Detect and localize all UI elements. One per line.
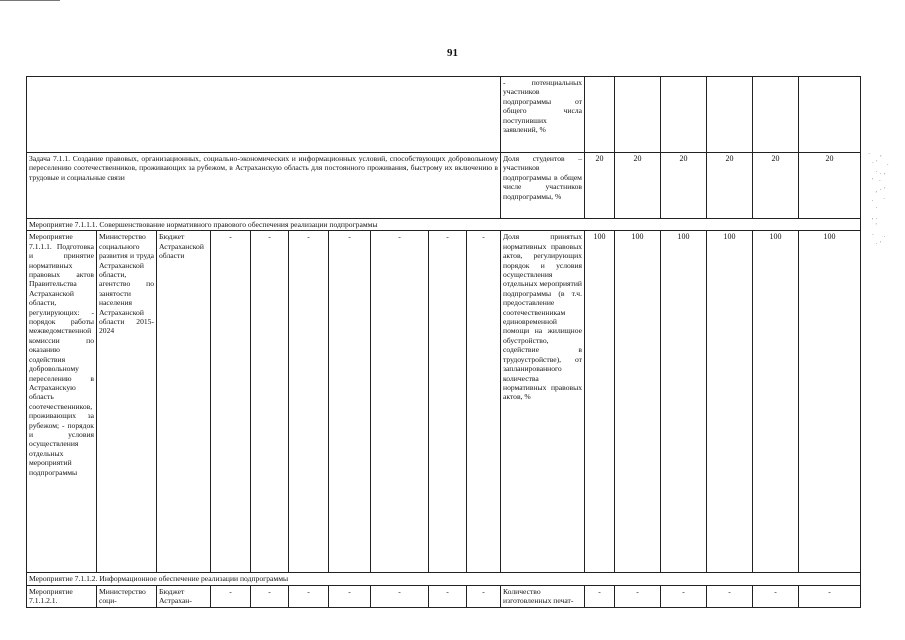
value-cell: 100 [753, 231, 799, 573]
value-cell: 100 [661, 231, 707, 573]
dash-cell: - [467, 231, 501, 573]
value-cell: 100 [585, 231, 615, 573]
value-cell: - [615, 585, 661, 607]
measure-name-cell: Мероприятие 7.1.1.1. Подготовка и принятие нормативных правовых актов Правительства Астраханской области, регулирующих: - порядок работы межведомственной комиссии по оказанию содействия добровольному переселению в Астраханскую область соотечественников, проживающих за рубежом; - порядок и условия осуществления отдельных мероприятий подпрограммы [27, 231, 97, 573]
dash-cell: - [289, 585, 329, 607]
value-cell [585, 77, 615, 153]
value-cell: 100 [799, 231, 861, 573]
dash-cell: - [371, 231, 429, 573]
section-title: Мероприятие 7.1.1.2. Информационное обеспечение реализации подпрограммы [27, 573, 861, 585]
value-cell: 20 [753, 153, 799, 219]
program-table [26, 76, 861, 608]
dash-cell: - [429, 231, 467, 573]
indicator-cell: Доля принятых нормативных правовых актов, регулирующих порядок и условия осуществления отдельных мероприятий подпрограммы (в т.ч. предоставление соотечественникам единовременной помощи на жилищное обустройство, содействие в трудоустройстве), от запланированного количества нормативных правовых актов, % [501, 231, 585, 573]
value-cell: 20 [615, 153, 661, 219]
value-cell [615, 77, 661, 153]
value-cell [661, 77, 707, 153]
source-cell: Бюджет Астрахан- [157, 585, 211, 607]
dash-cell: - [329, 585, 371, 607]
table-row [27, 231, 861, 573]
section-row [27, 573, 861, 585]
value-cell: 100 [707, 231, 753, 573]
page-number: 91 [447, 47, 458, 59]
source-cell: Бюджет Астраханской области [157, 231, 211, 573]
dash-cell: - [329, 231, 371, 573]
scan-noise-marks: · , ·' . ·., ' · ,·' . · · ,. ' · . ·' [868, 150, 891, 248]
indicator-cell: - потенциальных участников подпрограммы от общего числа поступивших заявлений, % [501, 77, 585, 153]
value-cell: 20 [799, 153, 861, 219]
dash-cell: - [251, 231, 289, 573]
value-cell: - [707, 585, 753, 607]
section-row [27, 219, 861, 231]
value-cell: - [585, 585, 615, 607]
executor-cell: Министерство соци- [97, 585, 157, 607]
value-cell [707, 77, 753, 153]
dash-cell: - [211, 585, 251, 607]
scan-corner-mark [0, 0, 60, 4]
section-title: Мероприятие 7.1.1.1. Совершенствование нормативного правового обеспечения реализации подпрограммы [27, 219, 861, 231]
value-cell: 20 [661, 153, 707, 219]
value-cell: - [799, 585, 861, 607]
table-row [27, 585, 861, 607]
value-cell: - [753, 585, 799, 607]
table-row [27, 153, 861, 219]
dash-cell: - [289, 231, 329, 573]
indicator-cell: Количество изготовленных печат- [501, 585, 585, 607]
dash-cell: - [467, 585, 501, 607]
dash-cell: - [429, 585, 467, 607]
empty-cell [27, 77, 501, 153]
value-cell: 100 [615, 231, 661, 573]
indicator-cell: Доля студентов – участников подпрограммы в общем числе участников подпрограммы, % [501, 153, 585, 219]
value-cell [799, 77, 861, 153]
value-cell: 20 [707, 153, 753, 219]
measure-name-cell: Мероприятие 7.1.1.2.1. [27, 585, 97, 607]
task-cell: Задача 7.1.1. Создание правовых, организационных, социально-экономических и информационных условий, способствующих добровольному переселению соотечественников, проживающих за рубежом, в Астраханскую область для постоянного проживания, быстрому их включению в трудовые и социальные связи [27, 153, 501, 219]
dash-cell: - [251, 585, 289, 607]
table-row [27, 77, 861, 153]
dash-cell: - [211, 231, 251, 573]
dash-cell: - [371, 585, 429, 607]
value-cell: - [661, 585, 707, 607]
executor-cell: Министерство социального развития и труда Астраханской области, агентство по занятости населения Астраханской области 2015-2024 [97, 231, 157, 573]
value-cell: 20 [585, 153, 615, 219]
value-cell [753, 77, 799, 153]
